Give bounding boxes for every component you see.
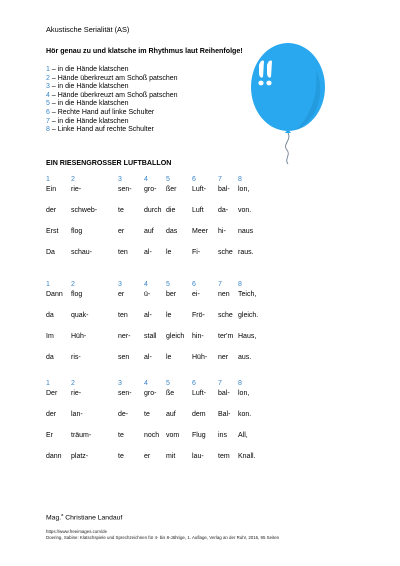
lyric-syllable: vom — [166, 432, 180, 439]
lyric-syllable: gleich — [166, 333, 185, 340]
instruction-heading: Hör genau zu und klatsche im Rhythmus laut Reihenfolge! — [46, 47, 243, 55]
beat-number: 7 — [218, 281, 222, 288]
lyric-syllable: der — [46, 207, 57, 214]
lyric-syllable: te — [118, 207, 124, 214]
lyric-syllable: sche — [218, 249, 233, 256]
beat-number: 3 — [118, 380, 122, 387]
beat-number: 6 — [192, 380, 196, 387]
lyric-syllable: gleich. — [238, 312, 259, 319]
legend-number: 3 — [46, 83, 50, 91]
lyric-syllable: rie- — [71, 390, 82, 397]
lyric-syllable: ei- — [192, 291, 200, 298]
lyric-syllable: ßer — [166, 186, 177, 193]
lyric-row — [0, 354, 400, 364]
legend-item — [46, 126, 178, 135]
lyric-syllable: flog — [71, 228, 83, 235]
legend-item — [46, 75, 178, 84]
lyric-syllable: Luft- — [192, 390, 207, 397]
lyric-syllable: rie- — [71, 186, 82, 193]
lyric-syllable: naus — [238, 228, 254, 235]
lyric-syllable: ten — [118, 249, 128, 256]
lyric-syllable: le — [166, 354, 172, 361]
legend-number: 6 — [46, 108, 50, 116]
lyric-syllable: All, — [238, 432, 248, 439]
lyric-row — [0, 207, 400, 217]
lyric-syllable: auf — [166, 411, 176, 418]
legend-number: 4 — [46, 91, 50, 99]
lyric-syllable: Erst — [46, 228, 59, 235]
lyric-syllable: das — [166, 228, 178, 235]
song-title: EIN RIESENGROSSER LUFTBALLON — [46, 159, 172, 167]
lyric-syllable: stall — [144, 333, 157, 340]
lyric-syllable: flog — [71, 291, 83, 298]
legend-number: 8 — [46, 126, 50, 134]
beat-number: 7 — [218, 176, 222, 183]
lyric-row — [0, 333, 400, 343]
legend-item — [46, 109, 178, 118]
lyric-syllable: da — [46, 312, 54, 319]
lyric-syllable: ße — [166, 390, 175, 397]
beat-number: 7 — [218, 380, 222, 387]
lyric-syllable: quak- — [71, 312, 89, 319]
beat-number: 8 — [238, 380, 242, 387]
lyric-row — [0, 291, 400, 301]
author-title: Mag. — [46, 514, 62, 522]
lyric-syllable: der — [46, 411, 57, 418]
lyric-syllable: mit — [166, 453, 176, 460]
beat-number: 4 — [144, 176, 148, 183]
lyric-syllable: dem — [192, 411, 206, 418]
beat-number: 1 — [46, 281, 50, 288]
lyric-syllable: ner- — [118, 333, 131, 340]
beat-number: 4 — [144, 281, 148, 288]
lyric-syllable: al- — [144, 354, 152, 361]
lyric-syllable: platz- — [71, 453, 89, 460]
lyric-syllable: auf — [144, 228, 154, 235]
beat-number: 2 — [71, 176, 75, 183]
lyric-syllable: da- — [218, 207, 229, 214]
lyric-syllable: aus. — [238, 354, 252, 361]
author-credit — [46, 512, 122, 521]
lyric-syllable: lon, — [238, 390, 250, 397]
legend-text: – in die Hände klatschen — [49, 100, 129, 108]
lyric-syllable: hi- — [218, 228, 226, 235]
author-name: Christiane Landauf — [63, 514, 123, 522]
beat-number: 6 — [192, 281, 196, 288]
lyric-syllable: sche — [218, 312, 233, 319]
legend-item — [46, 66, 178, 75]
lyric-syllable: Frö- — [192, 312, 205, 319]
lyric-row — [0, 228, 400, 238]
legend-number: 1 — [46, 66, 50, 73]
lyric-syllable: lan- — [71, 411, 83, 418]
lyric-syllable: raus. — [238, 249, 254, 256]
beat-number: 5 — [166, 380, 170, 387]
beat-number-row — [0, 380, 400, 390]
balloon-illustration — [246, 40, 331, 165]
lyric-syllable: te — [118, 453, 124, 460]
lyric-syllable: Ein — [46, 186, 57, 193]
source-url: https://www.freeimages.com/de — [46, 529, 108, 534]
legend-text: – in die Hände klatschen — [49, 66, 129, 73]
lyric-syllable: lon, — [238, 186, 250, 193]
lyric-syllable: bal- — [218, 390, 230, 397]
lyric-row — [0, 432, 400, 442]
lyric-syllable: kon. — [238, 411, 252, 418]
lyric-syllable: er — [144, 453, 151, 460]
legend-item — [46, 83, 178, 92]
lyric-syllable: sen — [118, 354, 130, 361]
lyric-syllable: ins — [218, 432, 227, 439]
lyric-syllable: Fi- — [192, 249, 201, 256]
author-title-superscript: a — [61, 512, 64, 517]
beat-number: 6 — [192, 176, 196, 183]
legend-item — [46, 92, 178, 101]
lyric-syllable: lau- — [192, 453, 204, 460]
lyric-syllable: durch — [144, 207, 162, 214]
legend-text: – Hände überkreuzt am Schoß patschen — [49, 74, 178, 82]
lyric-syllable: gro- — [144, 186, 157, 193]
lyric-row — [0, 249, 400, 259]
balloon-highlight-dot — [266, 81, 271, 86]
lyric-syllable: sen- — [118, 186, 132, 193]
legend-number: 7 — [46, 117, 50, 125]
action-legend — [46, 66, 178, 135]
lyric-syllable: ris- — [71, 354, 81, 361]
lyric-syllable: hin- — [192, 333, 204, 340]
lyric-syllable: schweb- — [71, 207, 98, 214]
lyric-syllable: Meer — [192, 228, 208, 235]
legend-item — [46, 118, 178, 127]
legend-text: – in die Hände klatschen — [49, 83, 129, 91]
lyric-syllable: al- — [144, 249, 152, 256]
beat-number: 4 — [144, 380, 148, 387]
beat-number: 8 — [238, 176, 242, 183]
lyric-syllable: Teich, — [238, 291, 257, 298]
lyric-syllable: dann — [46, 453, 62, 460]
lyric-syllable: Luft — [192, 207, 204, 214]
lyric-syllable: Flug — [192, 432, 206, 439]
lyric-syllable: le — [166, 312, 172, 319]
page-header-title: Akustische Serialität (AS) — [46, 25, 130, 34]
lyric-syllable: Hüh- — [192, 354, 208, 361]
lyric-syllable: Er — [46, 432, 53, 439]
lyric-syllable: te — [144, 411, 150, 418]
lyric-syllable: Knall. — [238, 453, 256, 460]
legend-number: 5 — [46, 100, 50, 108]
lyric-syllable: ber — [166, 291, 177, 298]
lyric-syllable: schau- — [71, 249, 93, 256]
lyric-syllable: ner — [218, 354, 229, 361]
beat-number: 2 — [71, 380, 75, 387]
legend-text: – Rechte Hand auf linke Schulter — [49, 108, 155, 116]
balloon-string — [286, 133, 289, 164]
legend-text: – Hände überkreuzt am Schoß patschen — [49, 91, 178, 99]
lyric-syllable: tem — [218, 453, 230, 460]
lyric-syllable: Hüh- — [71, 333, 87, 340]
balloon-highlight-dot — [258, 81, 263, 86]
lyric-syllable: Bal- — [218, 411, 231, 418]
lyric-syllable: Dann — [46, 291, 63, 298]
beat-number: 2 — [71, 281, 75, 288]
beat-number-row — [0, 176, 400, 186]
beat-number: 1 — [46, 176, 50, 183]
lyric-syllable: Haus, — [238, 333, 257, 340]
lyric-syllable: träum- — [71, 432, 92, 439]
lyric-syllable: gro- — [144, 390, 157, 397]
lyric-row — [0, 390, 400, 400]
beat-number: 3 — [118, 281, 122, 288]
lyric-row — [0, 411, 400, 421]
lyric-syllable: ten — [118, 312, 128, 319]
beat-number: 1 — [46, 380, 50, 387]
lyric-syllable: Da — [46, 249, 55, 256]
lyric-syllable: Der — [46, 390, 58, 397]
source-footer — [46, 529, 279, 542]
lyric-syllable: noch — [144, 432, 160, 439]
beat-number: 3 — [118, 176, 122, 183]
beat-number: 5 — [166, 281, 170, 288]
legend-number: 2 — [46, 74, 50, 82]
legend-text: – Linke Hand auf rechte Schulter — [49, 126, 154, 134]
lyric-syllable: bal- — [218, 186, 230, 193]
legend-item — [46, 100, 178, 109]
lyric-syllable: er — [118, 291, 125, 298]
lyric-syllable: ter'm — [218, 333, 234, 340]
lyric-syllable: er — [118, 228, 125, 235]
lyric-syllable: te — [118, 432, 124, 439]
beat-number-row — [0, 281, 400, 291]
balloon-body — [251, 43, 325, 131]
beat-number: 5 — [166, 176, 170, 183]
lyric-syllable: nen — [218, 291, 230, 298]
beat-number: 8 — [238, 281, 242, 288]
legend-text: – in die Hände klatschen — [49, 117, 129, 125]
lyric-row — [0, 453, 400, 463]
lyric-row — [0, 312, 400, 322]
lyric-syllable: da — [46, 354, 54, 361]
lyric-syllable: al- — [144, 312, 152, 319]
source-citation: Doering, Sabine: Klatschspiele und Sprechzeichnen für 4- bis 8-Jährige, 1. Auflage, Verlag an der Ruhr, 2016, 95 Seiten — [46, 535, 280, 541]
lyric-syllable: die — [166, 207, 176, 214]
lyric-syllable: Im — [46, 333, 54, 340]
lyric-syllable: von. — [238, 207, 252, 214]
lyric-syllable: sen- — [118, 390, 132, 397]
lyric-syllable: Luft- — [192, 186, 207, 193]
lyric-row — [0, 186, 400, 196]
lyric-syllable: ü- — [144, 291, 151, 298]
lyric-syllable: de- — [118, 411, 129, 418]
lyric-syllable: le — [166, 249, 172, 256]
